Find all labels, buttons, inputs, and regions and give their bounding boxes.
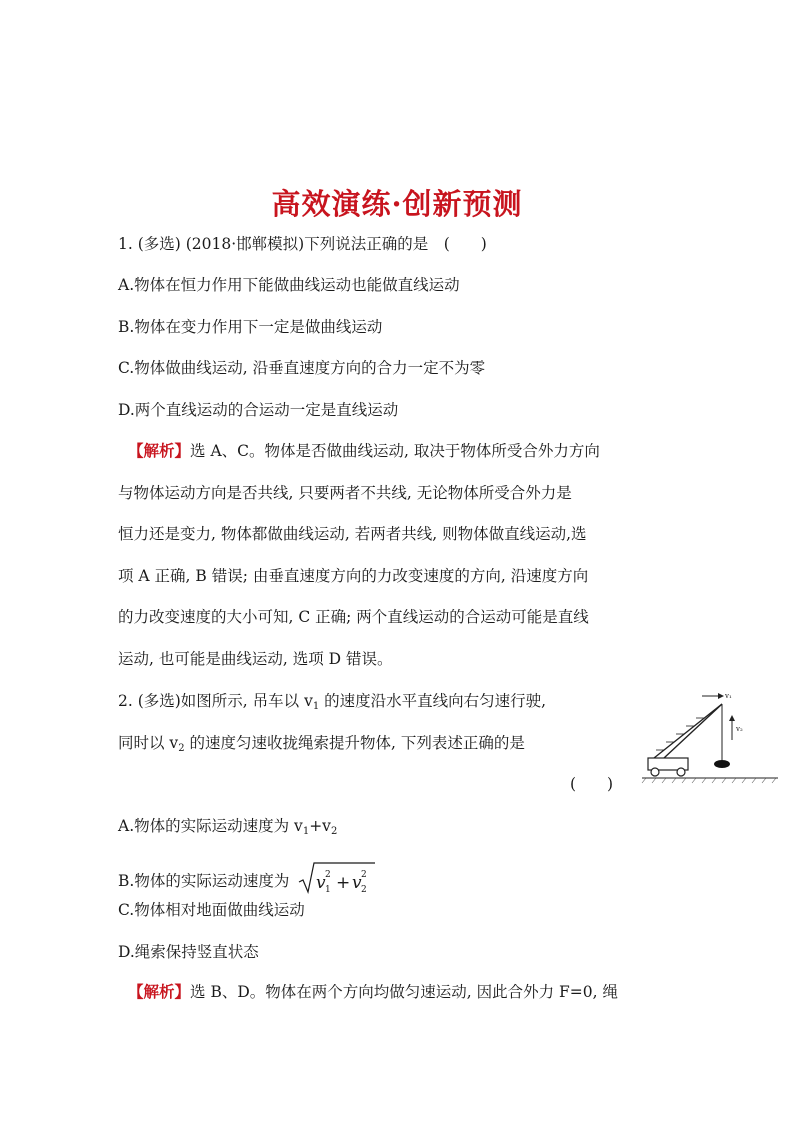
svg-text:+: + — [336, 873, 351, 893]
q2-option-a-sub2: 2 — [330, 826, 338, 837]
figure-label-v2: v₂ — [736, 725, 743, 733]
q2-option-c: C.物体相对地面做曲线运动 — [118, 901, 305, 919]
svg-text:v: v — [352, 873, 362, 893]
sqrt-formula — [298, 860, 376, 898]
q1-analysis-line-1: 选 A、C。物体是否做曲线运动, 取决于物体所受合外力方向 — [190, 442, 600, 460]
q2-stem-2b: 的速度匀速收拢绳索提升物体, 下列表述正确的是 — [184, 734, 525, 752]
q1-option-b: B.物体在变力作用下一定是做曲线运动 — [118, 318, 383, 336]
q1-option-d: D.两个直线运动的合运动一定是直线运动 — [118, 401, 399, 419]
q2-analysis-tag: 【解析】 — [128, 982, 191, 1001]
q2-stem-line-2 — [118, 731, 525, 754]
q2-stem-1b: 的速度沿水平直线向右匀速行驶, — [319, 692, 547, 710]
q2-stem-1-sub: 1 — [312, 701, 320, 712]
crane-figure — [640, 690, 780, 785]
q2-stem-1a: 2. (多选)如图所示, 吊车以 v — [118, 692, 313, 710]
svg-text:2: 2 — [325, 870, 331, 880]
svg-text:2: 2 — [361, 885, 367, 894]
q1-analysis-line-4: 项 A 正确, B 错误; 由垂直速度方向的力改变速度的方向, 沿速度方向 — [118, 567, 589, 585]
svg-text:1: 1 — [325, 885, 331, 894]
q1-analysis-line-6: 运动, 也可能是曲线运动, 选项 D 错误。 — [118, 650, 393, 668]
q1-stem: 1. (多选) (2018·邯郸模拟)下列说法正确的是 ( ) — [118, 235, 487, 253]
q2-stem-2a: 同时以 v — [118, 734, 179, 752]
q2-stem-line-1 — [118, 689, 546, 712]
q2-option-d: D.绳索保持竖直状态 — [118, 943, 259, 961]
svg-text:2: 2 — [361, 870, 367, 880]
q2-analysis-line: 选 B、D。物体在两个方向均做匀速运动, 因此合外力 F=0, 绳 — [190, 983, 619, 1001]
q2-option-a-pre: A.物体的实际运动速度为 v — [118, 817, 303, 835]
q2-option-b-text: B.物体的实际运动速度为 — [118, 872, 290, 890]
q1-option-a: A.物体在恒力作用下能做曲线运动也能做直线运动 — [118, 276, 460, 294]
q2-option-a-mid: +v — [309, 817, 331, 835]
svg-text:v: v — [316, 873, 326, 893]
q2-analysis — [128, 980, 618, 1002]
q2-option-a — [118, 814, 337, 837]
q2-option-a-sub1: 1 — [302, 826, 310, 837]
q2-answer-bracket: ( ) — [570, 775, 614, 793]
q1-option-c: C.物体做曲线运动, 沿垂直速度方向的合力一定不为零 — [118, 359, 486, 377]
q1-analysis-line-2: 与物体运动方向是否共线, 只要两者不共线, 无论物体所受合外力是 — [118, 484, 572, 502]
figure-label-v1: v₁ — [725, 692, 732, 700]
q1-analysis-line-5: 的力改变速度的大小可知, C 正确; 两个直线运动的合运动可能是直线 — [118, 608, 589, 626]
q2-stem-2-sub: 2 — [178, 743, 185, 754]
q1-analysis-first — [128, 439, 600, 461]
page-title: 高效演练·创新预测 — [271, 187, 523, 221]
q2-option-b — [118, 860, 376, 898]
q1-analysis-line-3: 恒力还是变力, 物体都做曲线运动, 若两者共线, 则物体做直线运动,选 — [118, 525, 587, 543]
q1-analysis-tag: 【解析】 — [128, 441, 191, 460]
